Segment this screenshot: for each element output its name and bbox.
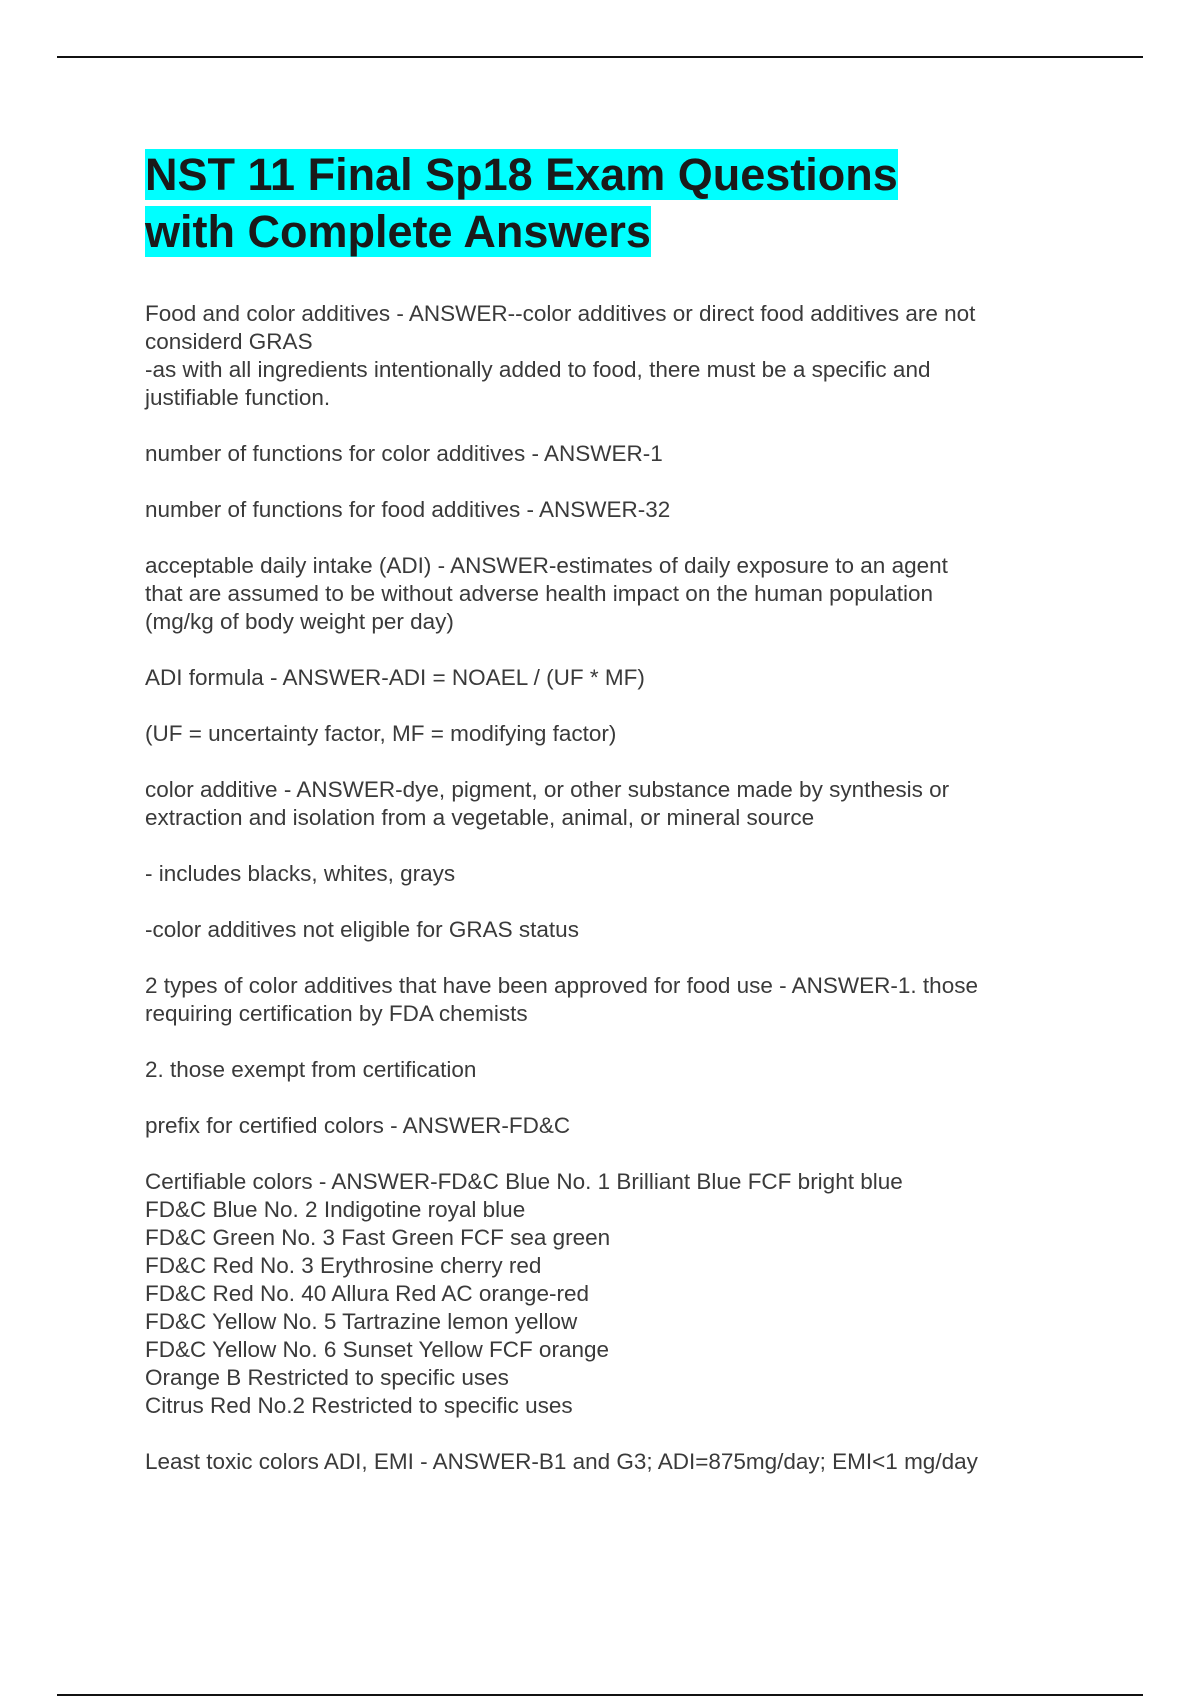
qa-paragraph [145, 860, 1065, 888]
paragraph-line: FD&C Blue No. 2 Indigotine royal blue [145, 1197, 526, 1222]
qa-paragraph [145, 720, 1065, 748]
qa-paragraph [145, 1112, 1065, 1140]
paragraph-line: acceptable daily intake (ADI) - ANSWER-estimates of daily exposure to an agent [145, 553, 948, 578]
paragraph-line: Food and color additives - ANSWER--color additives or direct food additives are not [145, 301, 976, 326]
paragraph-line: FD&C Yellow No. 5 Tartrazine lemon yellow [145, 1309, 578, 1334]
qa-paragraph [145, 440, 1065, 468]
document-title [145, 146, 1065, 260]
paragraph-line: color additive - ANSWER-dye, pigment, or other substance made by synthesis or [145, 777, 950, 802]
document-body [145, 300, 1065, 1504]
paragraph-line: (UF = uncertainty factor, MF = modifying factor) [145, 721, 617, 746]
qa-paragraph [145, 776, 1065, 832]
title-highlight [145, 149, 898, 257]
paragraph-line: justifiable function. [145, 385, 331, 410]
paragraph-line: FD&C Red No. 40 Allura Red AC orange-red [145, 1281, 589, 1306]
paragraph-line: FD&C Green No. 3 Fast Green FCF sea green [145, 1225, 611, 1250]
paragraph-line: -color additives not eligible for GRAS status [145, 917, 579, 942]
qa-paragraph [145, 1168, 1065, 1420]
bottom-rule [57, 1694, 1143, 1696]
paragraph-line: Orange B Restricted to specific uses [145, 1365, 509, 1390]
paragraph-line: FD&C Red No. 3 Erythrosine cherry red [145, 1253, 542, 1278]
qa-paragraph [145, 664, 1065, 692]
paragraph-line: that are assumed to be without adverse health impact on the human population [145, 581, 934, 606]
paragraph-line: Certifiable colors - ANSWER-FD&C Blue No. 1 Brilliant Blue FCF bright blue [145, 1169, 903, 1194]
qa-paragraph [145, 916, 1065, 944]
paragraph-line: extraction and isolation from a vegetable, animal, or mineral source [145, 805, 815, 830]
paragraph-line: (mg/kg of body weight per day) [145, 609, 454, 634]
paragraph-line: - includes blacks, whites, grays [145, 861, 456, 886]
qa-paragraph [145, 1056, 1065, 1084]
paragraph-line: Citrus Red No.2 Restricted to specific uses [145, 1393, 573, 1418]
paragraph-line: number of functions for food additives - ANSWER-32 [145, 497, 671, 522]
paragraph-line: FD&C Yellow No. 6 Sunset Yellow FCF orange [145, 1337, 609, 1362]
qa-paragraph [145, 972, 1065, 1028]
paragraph-line: ADI formula - ANSWER-ADI = NOAEL / (UF * MF) [145, 665, 645, 690]
paragraph-line: requiring certification by FDA chemists [145, 1001, 528, 1026]
top-rule [57, 56, 1143, 58]
qa-paragraph [145, 300, 1065, 412]
paragraph-line: -as with all ingredients intentionally added to food, there must be a specific and [145, 357, 931, 382]
paragraph-line: 2 types of color additives that have been approved for food use - ANSWER-1. those [145, 973, 978, 998]
title-line-1: NST 11 Final Sp18 Exam Questions [145, 149, 898, 200]
paragraph-line: considerd GRAS [145, 329, 313, 354]
paragraph-line: 2. those exempt from certification [145, 1057, 477, 1082]
qa-paragraph [145, 552, 1065, 636]
qa-paragraph [145, 1448, 1065, 1476]
title-line-2: with Complete Answers [145, 206, 651, 257]
paragraph-line: number of functions for color additives - ANSWER-1 [145, 441, 663, 466]
paragraph-line: prefix for certified colors - ANSWER-FD&C [145, 1113, 571, 1138]
paragraph-line: Least toxic colors ADI, EMI - ANSWER-B1 and G3; ADI=875mg/day; EMI<1 mg/day [145, 1449, 978, 1474]
qa-paragraph [145, 496, 1065, 524]
